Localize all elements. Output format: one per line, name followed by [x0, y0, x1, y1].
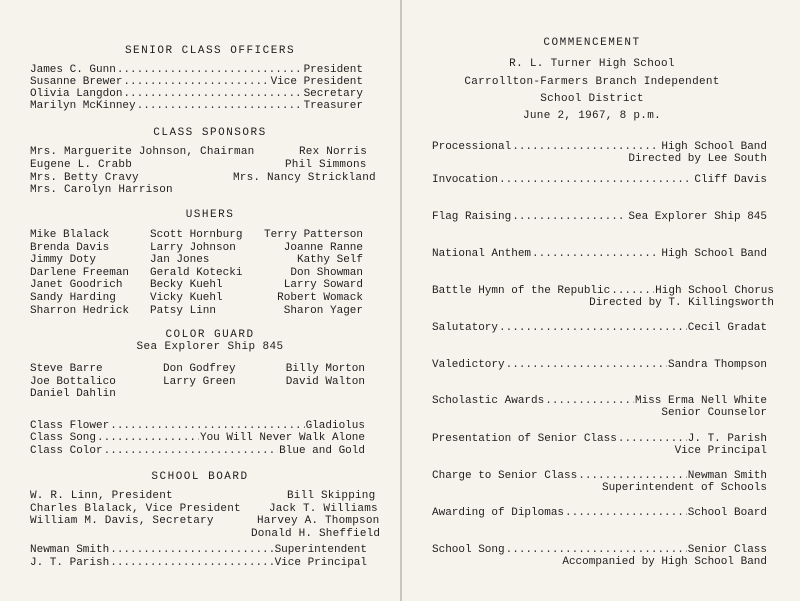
ushers-column-1: Mike Blalack Brenda Davis Jimmy Doty Darlene Freeman Janet Goodrich Sandy Harding Sharron Hedrick [30, 229, 130, 317]
color-guard-column-1: Steve Barre Joe Bottalico Daniel Dahlin [30, 363, 116, 401]
board-member: Charles Blalack, Vice President [30, 503, 241, 515]
board-member: W. R. Linn, President [30, 490, 173, 502]
officer-row: James C. Gunn ..... President [30, 64, 363, 76]
officers-heading: SENIOR CLASS OFFICERS [124, 45, 296, 57]
program-item-note: Senior Counselor [661, 407, 767, 419]
officer-row: Olivia Langdon ..... Secretary [30, 88, 363, 100]
ushers-heading: USHERS [185, 209, 235, 221]
board-member: Bill Skipping [287, 490, 376, 502]
class-item-row: Class Flower ..... Gladiolus [30, 420, 365, 432]
program-item-note: Vice Principal [674, 445, 767, 457]
program-item: Flag Raising ..... Sea Explorer Ship 845 [432, 211, 767, 223]
color-guard-column-3: Billy Morton David Walton [285, 363, 365, 388]
administrator-row: J. T. Parish ..... Vice Principal [30, 557, 367, 569]
sponsors-heading: CLASS SPONSORS [153, 127, 267, 139]
program-item: Battle Hymn of the Republic ..... High School Chorus [432, 285, 774, 297]
sponsor-name: Phil Simmons [285, 159, 367, 171]
school-board-heading: SCHOOL BOARD [151, 471, 249, 483]
program-item-note: Accompanied by High School Band [562, 556, 767, 568]
color-guard-column-2: Don Godfrey Larry Green [163, 363, 236, 388]
program-item: Charge to Senior Class ..... Newman Smith [432, 470, 767, 482]
program-item: Scholastic Awards ..... Miss Erma Nell White [432, 395, 767, 407]
school-name: R. L. Turner High School [509, 58, 675, 70]
program-item-note: Directed by T. Killingsworth [589, 297, 774, 309]
board-member: William M. Davis, Secretary [30, 515, 214, 527]
right-page [402, 0, 800, 601]
sponsor-name: Rex Norris [299, 146, 368, 158]
officer-row: Marilyn McKinney ..... Treasurer [30, 100, 363, 112]
ceremony-date: June 2, 1967, 8 p.m. [522, 110, 662, 122]
officer-row: Susanne Brewer ..... Vice President [30, 76, 363, 88]
program-item: Valedictory ..... Sandra Thompson [432, 359, 767, 371]
district-line-2: School District [540, 93, 644, 105]
board-member: Harvey A. Thompson [257, 515, 380, 527]
program-item: Awarding of Diplomas ..... School Board [432, 507, 767, 519]
program-item: Presentation of Senior Class ..... J. T. Parish [432, 433, 767, 445]
color-guard-subheading: Sea Explorer Ship 845 [136, 341, 284, 353]
commencement-title: COMMENCEMENT [543, 37, 641, 49]
program-item: Processional ..... High School Band [432, 141, 767, 153]
sponsor-name: Mrs. Carolyn Harrison [30, 184, 173, 196]
class-item-row: Class Song ..... You Will Never Walk Alone [30, 432, 365, 444]
program-item: National Anthem ..... High School Band [432, 248, 767, 260]
ushers-column-3: Terry Patterson Joanne Ranne Kathy Self Don Showman Larry Soward Robert Womack Sharon Yager [263, 229, 363, 317]
program-item: Salutatory ..... Cecil Gradat [432, 322, 767, 334]
district-line-1: Carrollton-Farmers Branch Independent [464, 76, 720, 88]
sponsor-name: Mrs. Betty Cravy [30, 172, 139, 184]
program-item: School Song ..... Senior Class [432, 544, 767, 556]
sponsor-name: Mrs. Marguerite Johnson, Chairman [30, 146, 255, 158]
program-item-note: Directed by Lee South [628, 153, 767, 165]
program-item-note: Superintendent of Schools [601, 482, 767, 494]
color-guard-heading: COLOR GUARD [165, 329, 255, 341]
administrator-row: Newman Smith ..... Superintendent [30, 544, 367, 556]
ushers-column-2: Scott Hornburg Larry Johnson Jan Jones Gerald Kotecki Becky Kuehl Vicky Kuehl Patsy Linn [150, 229, 243, 317]
class-item-row: Class Color ..... Blue and Gold [30, 445, 365, 457]
sponsor-name: Eugene L. Crabb [30, 159, 133, 171]
sponsor-name: Mrs. Nancy Strickland [233, 172, 376, 184]
board-member: Jack T. Williams [269, 503, 378, 515]
board-member: Donald H. Sheffield [251, 528, 381, 540]
program-item: Invocation ..... Cliff Davis [432, 174, 767, 186]
